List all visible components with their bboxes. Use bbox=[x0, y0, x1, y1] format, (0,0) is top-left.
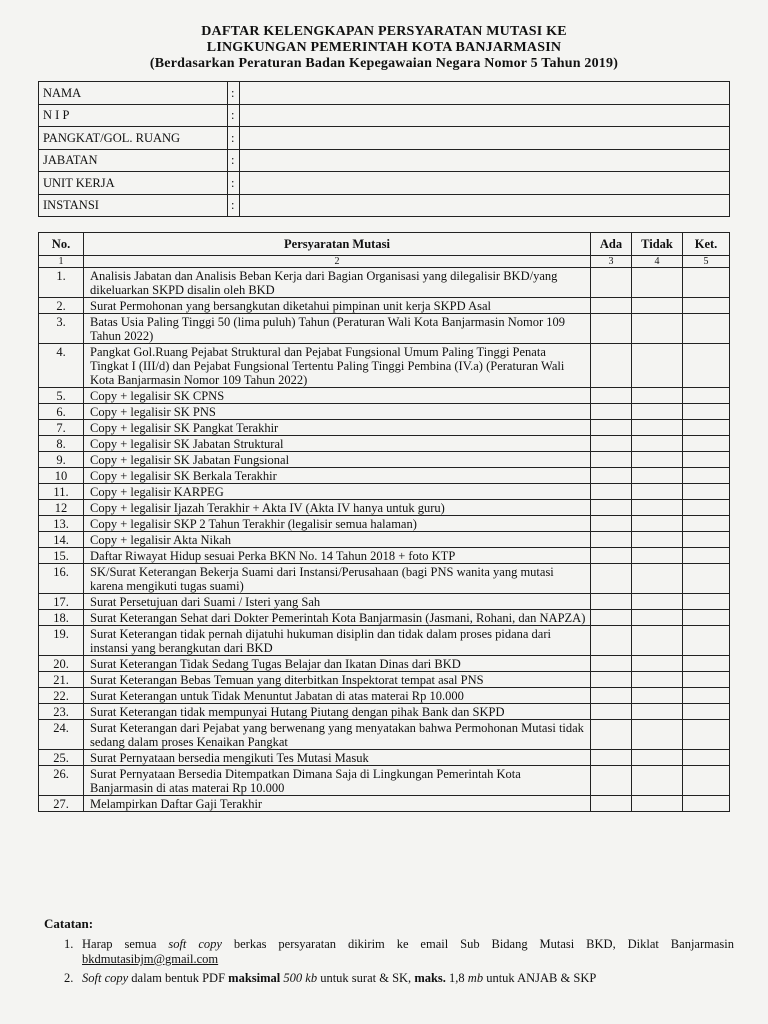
row-number: 14. bbox=[39, 532, 84, 548]
identity-value-field[interactable] bbox=[240, 82, 730, 105]
tidak-checkbox-cell[interactable] bbox=[632, 766, 683, 796]
row-number: 2. bbox=[39, 298, 84, 314]
tidak-checkbox-cell[interactable] bbox=[632, 404, 683, 420]
table-row bbox=[39, 500, 730, 516]
row-number: 22. bbox=[39, 688, 84, 704]
ada-checkbox-cell[interactable] bbox=[591, 452, 632, 468]
identity-colon: : bbox=[228, 104, 240, 127]
identity-colon: : bbox=[228, 172, 240, 195]
ada-checkbox-cell[interactable] bbox=[591, 344, 632, 388]
requirement-text: Surat Keterangan Bebas Temuan yang diterbitkan Inspektorat tempat asal PNS bbox=[84, 672, 591, 688]
ket-cell[interactable] bbox=[683, 388, 730, 404]
tidak-checkbox-cell[interactable] bbox=[632, 436, 683, 452]
requirement-text: Copy + legalisir Akta Nikah bbox=[84, 532, 591, 548]
ket-cell[interactable] bbox=[683, 766, 730, 796]
title-line-1: DAFTAR KELENGKAPAN PERSYARATAN MUTASI KE bbox=[201, 24, 567, 39]
ket-cell[interactable] bbox=[683, 594, 730, 610]
note-text-italic: Soft copy bbox=[82, 971, 129, 985]
requirement-text: SK/Surat Keterangan Bekerja Suami dari Instansi/Perusahaan (bagi PNS wanita yang mutasi karena mengikuti tugas suami) bbox=[84, 564, 591, 594]
ket-cell[interactable] bbox=[683, 436, 730, 452]
requirement-text: Surat Keterangan Sehat dari Dokter Pemerintah Kota Banjarmasin (Jasmani, Rohani, dan NAPZA) bbox=[84, 610, 591, 626]
identity-value-field[interactable] bbox=[240, 104, 730, 127]
identity-label: NAMA bbox=[39, 82, 228, 105]
notes-section bbox=[44, 916, 734, 990]
requirement-text: Copy + legalisir KARPEG bbox=[84, 484, 591, 500]
table-row bbox=[39, 468, 730, 484]
row-number: 5. bbox=[39, 388, 84, 404]
identity-table bbox=[38, 81, 730, 217]
tidak-checkbox-cell[interactable] bbox=[632, 610, 683, 626]
note-text-italic: mb bbox=[467, 971, 484, 985]
table-row bbox=[39, 626, 730, 656]
column-number-row bbox=[39, 256, 730, 268]
tidak-checkbox-cell[interactable] bbox=[632, 298, 683, 314]
table-row bbox=[39, 672, 730, 688]
row-number: 13. bbox=[39, 516, 84, 532]
ada-checkbox-cell[interactable] bbox=[591, 314, 632, 344]
requirement-text: Surat Pernyataan bersedia mengikuti Tes Mutasi Masuk bbox=[84, 750, 591, 766]
ket-cell[interactable] bbox=[683, 516, 730, 532]
col-number: 4 bbox=[632, 256, 683, 268]
note-text bbox=[82, 971, 734, 986]
identity-value-field[interactable] bbox=[240, 149, 730, 172]
requirement-text: Copy + legalisir SK CPNS bbox=[84, 388, 591, 404]
ada-checkbox-cell[interactable] bbox=[591, 796, 632, 812]
ada-checkbox-cell[interactable] bbox=[591, 548, 632, 564]
header-requirement: Persyaratan Mutasi bbox=[84, 233, 591, 256]
ket-cell[interactable] bbox=[683, 314, 730, 344]
row-number: 9. bbox=[39, 452, 84, 468]
row-number: 1. bbox=[39, 268, 84, 298]
requirement-text: Surat Persetujuan dari Suami / Isteri yang Sah bbox=[84, 594, 591, 610]
identity-label: JABATAN bbox=[39, 149, 228, 172]
row-number: 27. bbox=[39, 796, 84, 812]
note-text-italic: soft copy bbox=[168, 937, 222, 951]
requirement-text: Copy + legalisir SK Berkala Terakhir bbox=[84, 468, 591, 484]
table-row bbox=[39, 610, 730, 626]
requirement-text: Surat Keterangan tidak mempunyai Hutang Piutang dengan pihak Bank dan SKPD bbox=[84, 704, 591, 720]
requirement-text: Surat Keterangan untuk Tidak Menuntut Jabatan di atas materai Rp 10.000 bbox=[84, 688, 591, 704]
row-number: 7. bbox=[39, 420, 84, 436]
ada-checkbox-cell[interactable] bbox=[591, 564, 632, 594]
table-row bbox=[39, 720, 730, 750]
identity-row bbox=[39, 149, 730, 172]
requirement-text: Copy + legalisir SK PNS bbox=[84, 404, 591, 420]
ada-checkbox-cell[interactable] bbox=[591, 626, 632, 656]
note-text-part: dalam bentuk PDF bbox=[128, 971, 229, 985]
requirement-text: Melampirkan Daftar Gaji Terakhir bbox=[84, 796, 591, 812]
table-row bbox=[39, 688, 730, 704]
ket-cell[interactable] bbox=[683, 626, 730, 656]
table-row bbox=[39, 344, 730, 388]
row-number: 3. bbox=[39, 314, 84, 344]
tidak-checkbox-cell[interactable] bbox=[632, 704, 683, 720]
identity-value-field[interactable] bbox=[240, 127, 730, 150]
row-number: 4. bbox=[39, 344, 84, 388]
tidak-checkbox-cell[interactable] bbox=[632, 594, 683, 610]
row-number: 21. bbox=[39, 672, 84, 688]
ket-cell[interactable] bbox=[683, 468, 730, 484]
table-row bbox=[39, 484, 730, 500]
note-item-2 bbox=[64, 971, 734, 986]
ada-checkbox-cell[interactable] bbox=[591, 298, 632, 314]
col-number: 5 bbox=[683, 256, 730, 268]
row-number: 19. bbox=[39, 626, 84, 656]
tidak-checkbox-cell[interactable] bbox=[632, 268, 683, 298]
tidak-checkbox-cell[interactable] bbox=[632, 720, 683, 750]
identity-value-field[interactable] bbox=[240, 172, 730, 195]
ada-checkbox-cell[interactable] bbox=[591, 750, 632, 766]
table-row bbox=[39, 314, 730, 344]
requirement-text: Copy + legalisir SKP 2 Tahun Terakhir (legalisir semua halaman) bbox=[84, 516, 591, 532]
ket-cell[interactable] bbox=[683, 656, 730, 672]
ada-checkbox-cell[interactable] bbox=[591, 610, 632, 626]
ada-checkbox-cell[interactable] bbox=[591, 688, 632, 704]
note-text-italic: 500 kb bbox=[280, 971, 318, 985]
requirement-text: Surat Keterangan dari Pejabat yang berwenang yang menyatakan bahwa Permohonan Mutasi tidak sedang dalam proses Kenaikan Pangkat bbox=[84, 720, 591, 750]
row-number: 23. bbox=[39, 704, 84, 720]
tidak-checkbox-cell[interactable] bbox=[632, 688, 683, 704]
document-title bbox=[0, 24, 768, 72]
ket-cell[interactable] bbox=[683, 548, 730, 564]
tidak-checkbox-cell[interactable] bbox=[632, 548, 683, 564]
identity-row bbox=[39, 194, 730, 217]
row-number: 18. bbox=[39, 610, 84, 626]
table-row bbox=[39, 516, 730, 532]
row-number: 26. bbox=[39, 766, 84, 796]
ada-checkbox-cell[interactable] bbox=[591, 500, 632, 516]
table-row bbox=[39, 656, 730, 672]
table-row bbox=[39, 766, 730, 796]
row-number: 16. bbox=[39, 564, 84, 594]
table-row bbox=[39, 404, 730, 420]
tidak-checkbox-cell[interactable] bbox=[632, 484, 683, 500]
ket-cell[interactable] bbox=[683, 750, 730, 766]
tidak-checkbox-cell[interactable] bbox=[632, 468, 683, 484]
tidak-checkbox-cell[interactable] bbox=[632, 750, 683, 766]
table-row bbox=[39, 704, 730, 720]
ada-checkbox-cell[interactable] bbox=[591, 388, 632, 404]
ada-checkbox-cell[interactable] bbox=[591, 594, 632, 610]
requirement-text: Surat Pernyataan Bersedia Ditempatkan Dimana Saja di Lingkungan Pemerintah Kota Banjarmasin di atas materai Rp 10.000 bbox=[84, 766, 591, 796]
ket-cell[interactable] bbox=[683, 344, 730, 388]
ada-checkbox-cell[interactable] bbox=[591, 468, 632, 484]
note-text-part: 1,8 bbox=[445, 971, 468, 985]
tidak-checkbox-cell[interactable] bbox=[632, 626, 683, 656]
requirement-text: Surat Keterangan tidak pernah dijatuhi hukuman disiplin dan tidak dalam proses pidana dari instansi yang berangkutan dari BKD bbox=[84, 626, 591, 656]
ket-cell[interactable] bbox=[683, 796, 730, 812]
requirement-text: Analisis Jabatan dan Analisis Beban Kerja dari Bagian Organisasi yang dilegalisir BKD/yang dikeluarkan SKPD disalin oleh BKD bbox=[84, 268, 591, 298]
tidak-checkbox-cell[interactable] bbox=[632, 344, 683, 388]
note-number: 2. bbox=[64, 971, 74, 985]
identity-colon: : bbox=[228, 194, 240, 217]
ada-checkbox-cell[interactable] bbox=[591, 766, 632, 796]
table-row bbox=[39, 268, 730, 298]
title-line-3: (Berdasarkan Peraturan Badan Kepegawaian Negara Nomor 5 Tahun 2019) bbox=[149, 56, 619, 71]
header-ket: Ket. bbox=[683, 233, 730, 256]
table-row bbox=[39, 436, 730, 452]
requirement-text: Copy + legalisir Ijazah Terakhir + Akta IV (Akta IV hanya untuk guru) bbox=[84, 500, 591, 516]
identity-value-field[interactable] bbox=[240, 194, 730, 217]
identity-colon: : bbox=[228, 127, 240, 150]
notes-title: Catatan: bbox=[44, 916, 94, 931]
ada-checkbox-cell[interactable] bbox=[591, 704, 632, 720]
table-row bbox=[39, 420, 730, 436]
ada-checkbox-cell[interactable] bbox=[591, 656, 632, 672]
requirement-text: Copy + legalisir SK Pangkat Terakhir bbox=[84, 420, 591, 436]
tidak-checkbox-cell[interactable] bbox=[632, 672, 683, 688]
requirement-text: Batas Usia Paling Tinggi 50 (lima puluh) Tahun (Peraturan Wali Kota Banjarmasin Nomor 109 Tahun 2022) bbox=[84, 314, 591, 344]
ada-checkbox-cell[interactable] bbox=[591, 720, 632, 750]
ket-cell[interactable] bbox=[683, 420, 730, 436]
col-number: 2 bbox=[84, 256, 591, 268]
ket-cell[interactable] bbox=[683, 704, 730, 720]
row-number: 15. bbox=[39, 548, 84, 564]
table-row bbox=[39, 564, 730, 594]
tidak-checkbox-cell[interactable] bbox=[632, 564, 683, 594]
row-number: 20. bbox=[39, 656, 84, 672]
ket-cell[interactable] bbox=[683, 610, 730, 626]
identity-row bbox=[39, 172, 730, 195]
tidak-checkbox-cell[interactable] bbox=[632, 420, 683, 436]
row-number: 10 bbox=[39, 468, 84, 484]
ket-cell[interactable] bbox=[683, 404, 730, 420]
table-row bbox=[39, 548, 730, 564]
requirement-text: Surat Keterangan Tidak Sedang Tugas Belajar dan Ikatan Dinas dari BKD bbox=[84, 656, 591, 672]
tidak-checkbox-cell[interactable] bbox=[632, 796, 683, 812]
row-number: 17. bbox=[39, 594, 84, 610]
ket-cell[interactable] bbox=[683, 452, 730, 468]
identity-label: UNIT KERJA bbox=[39, 172, 228, 195]
identity-row bbox=[39, 104, 730, 127]
table-row bbox=[39, 452, 730, 468]
identity-label: INSTANSI bbox=[39, 194, 228, 217]
ada-checkbox-cell[interactable] bbox=[591, 436, 632, 452]
ket-cell[interactable] bbox=[683, 688, 730, 704]
tidak-checkbox-cell[interactable] bbox=[632, 388, 683, 404]
note-text-part: untuk ANJAB & SKP bbox=[483, 971, 597, 985]
note-item-1 bbox=[64, 937, 734, 967]
requirement-text: Pangkat Gol.Ruang Pejabat Struktural dan Pejabat Fungsional Umum Paling Tinggi Penata Tingkat I (III/d) dan Pejabat Fungsional Tertentu Paling Tinggi Pembina (IV.a) (Peraturan Wali Kota Banjarmasin Nomor 109 Tahun 2022) bbox=[84, 344, 591, 388]
note-number: 1. bbox=[64, 937, 74, 951]
ket-cell[interactable] bbox=[683, 672, 730, 688]
requirement-text: Daftar Riwayat Hidup sesuai Perka BKN No. 14 Tahun 2018 + foto KTP bbox=[84, 548, 591, 564]
header-row bbox=[39, 233, 730, 256]
identity-colon: : bbox=[228, 149, 240, 172]
ada-checkbox-cell[interactable] bbox=[591, 484, 632, 500]
ket-cell[interactable] bbox=[683, 268, 730, 298]
identity-row bbox=[39, 82, 730, 105]
requirement-text: Copy + legalisir SK Jabatan Fungsional bbox=[84, 452, 591, 468]
header-ada: Ada bbox=[591, 233, 632, 256]
row-number: 11. bbox=[39, 484, 84, 500]
identity-row bbox=[39, 127, 730, 150]
row-number: 25. bbox=[39, 750, 84, 766]
ada-checkbox-cell[interactable] bbox=[591, 268, 632, 298]
requirement-text: Copy + legalisir SK Jabatan Struktural bbox=[84, 436, 591, 452]
identity-label: N I P bbox=[39, 104, 228, 127]
ket-cell[interactable] bbox=[683, 484, 730, 500]
requirement-text: Surat Permohonan yang bersangkutan diketahui pimpinan unit kerja SKPD Asal bbox=[84, 298, 591, 314]
tidak-checkbox-cell[interactable] bbox=[632, 500, 683, 516]
ada-checkbox-cell[interactable] bbox=[591, 420, 632, 436]
tidak-checkbox-cell[interactable] bbox=[632, 452, 683, 468]
header-no: No. bbox=[39, 233, 84, 256]
note-text bbox=[82, 937, 734, 967]
tidak-checkbox-cell[interactable] bbox=[632, 656, 683, 672]
ada-checkbox-cell[interactable] bbox=[591, 516, 632, 532]
identity-colon: : bbox=[228, 82, 240, 105]
header-tidak: Tidak bbox=[632, 233, 683, 256]
col-number: 3 bbox=[591, 256, 632, 268]
requirements-table bbox=[38, 232, 730, 812]
row-number: 8. bbox=[39, 436, 84, 452]
ada-checkbox-cell[interactable] bbox=[591, 532, 632, 548]
table-row bbox=[39, 298, 730, 314]
ket-cell[interactable] bbox=[683, 500, 730, 516]
ket-cell[interactable] bbox=[683, 298, 730, 314]
ket-cell[interactable] bbox=[683, 532, 730, 548]
tidak-checkbox-cell[interactable] bbox=[632, 516, 683, 532]
note-text-part: berkas persyaratan dikirim ke email Sub Bidang Mutasi BKD, Diklat Banjarmasin bbox=[221, 937, 734, 951]
note-text-bold: maksimal bbox=[228, 971, 281, 985]
title-line-2: LINGKUNGAN PEMERINTAH KOTA BANJARMASIN bbox=[206, 40, 562, 55]
table-row bbox=[39, 594, 730, 610]
tidak-checkbox-cell[interactable] bbox=[632, 532, 683, 548]
identity-label: PANGKAT/GOL. RUANG bbox=[39, 127, 228, 150]
row-number: 6. bbox=[39, 404, 84, 420]
ada-checkbox-cell[interactable] bbox=[591, 672, 632, 688]
table-row bbox=[39, 532, 730, 548]
note-text-part: Harap semua bbox=[82, 937, 169, 951]
tidak-checkbox-cell[interactable] bbox=[632, 314, 683, 344]
ket-cell[interactable] bbox=[683, 720, 730, 750]
table-row bbox=[39, 750, 730, 766]
col-number: 1 bbox=[39, 256, 84, 268]
table-row bbox=[39, 796, 730, 812]
email-link[interactable]: bkdmutasibjm@gmail.com bbox=[82, 952, 219, 966]
table-row bbox=[39, 388, 730, 404]
ket-cell[interactable] bbox=[683, 564, 730, 594]
row-number: 12 bbox=[39, 500, 84, 516]
note-text-bold: maks. bbox=[414, 971, 446, 985]
row-number: 24. bbox=[39, 720, 84, 750]
ada-checkbox-cell[interactable] bbox=[591, 404, 632, 420]
note-text-part: untuk surat & SK, bbox=[317, 971, 415, 985]
